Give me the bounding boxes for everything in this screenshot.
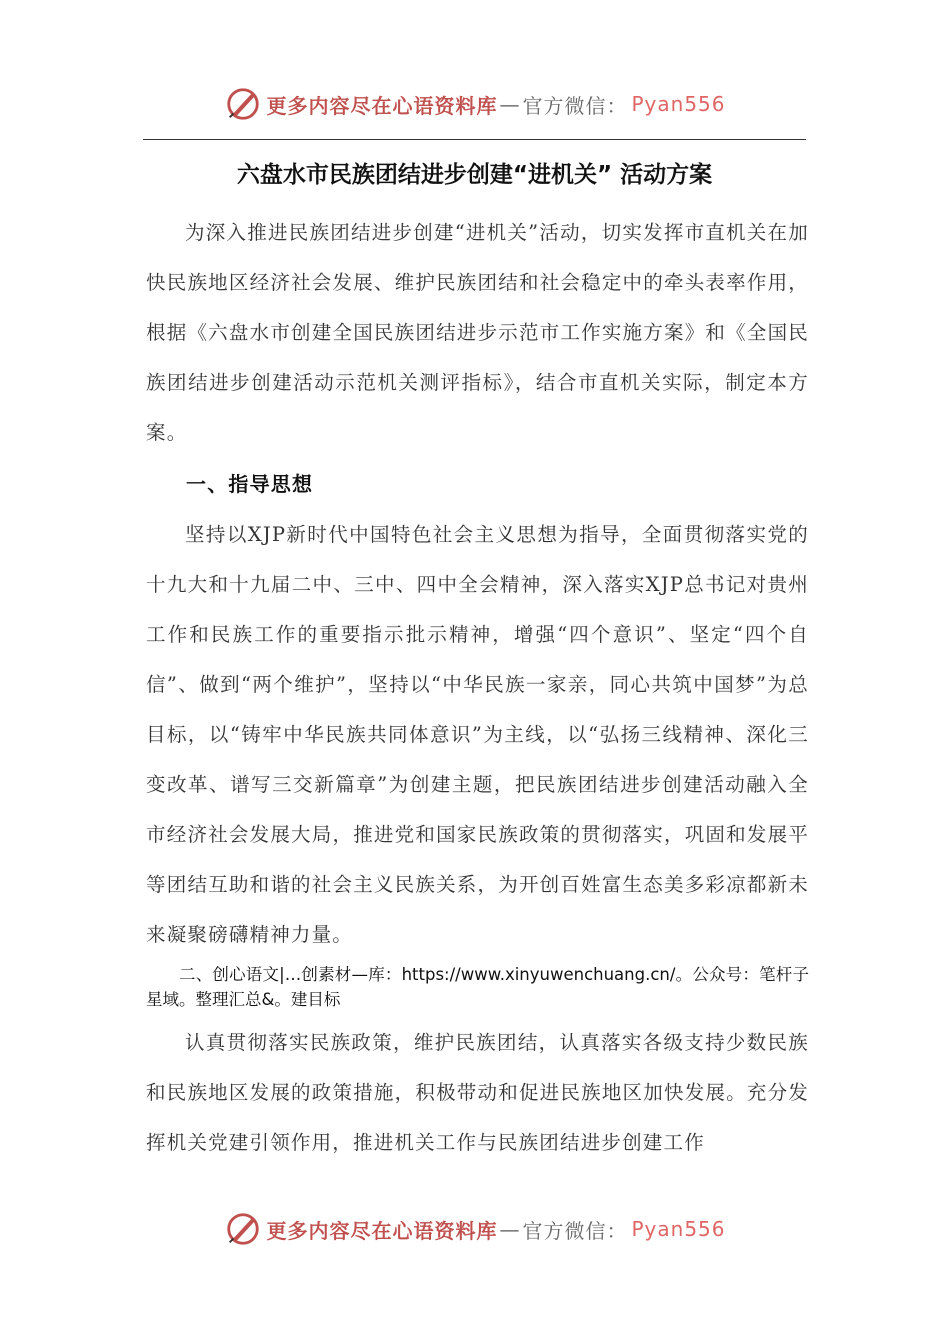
quill-logo-icon	[224, 1210, 262, 1248]
section1-heading: 一、指导思想	[186, 472, 314, 496]
section2-paragraph: 认真贯彻落实民族政策，维护民族团结，认真落实各级支持少数民族和民族地区发展的政策措施，积极带动和促进民族地区加快发展。充分发挥机关党建引领作用，推进机关工作与民族团结进步创建工作	[146, 1031, 809, 1154]
document-title: 六盘水市民族团结进步创建“进机关” 活动方案	[236, 162, 713, 188]
banner-wechat-id: Pyan556	[631, 92, 726, 116]
quill-logo-icon	[224, 85, 262, 123]
banner-brand: 更多内容尽在心语资料库	[266, 93, 498, 118]
banner-dash: —	[499, 92, 521, 116]
header-banner	[0, 82, 950, 126]
document-body	[146, 208, 809, 1168]
intro-paragraph: 为深入推进民族团结进步创建“进机关”活动，切实发挥市直机关在加快民族地区经济社会发展、维护民族团结和社会稳定中的牵头表率作用，根据《六盘水市创建全国民族团结进步示范市工作实施方案》和《全国民族团结进步创建活动示范机关测评指标》，结合市直机关实际，制定本方案。	[146, 221, 809, 444]
banner-dash: —	[499, 1217, 521, 1241]
section1-paragraph: 坚持以XJP新时代中国特色社会主义思想为指导，全面贯彻落实党的十九大和十九届二中、三中、四中全会精神，深入落实XJP总书记对贵州工作和民族工作的重要指示批示精神，增强“四个意识”、坚定“四个自信”、做到“两个维护”，坚持以“中华民族一家亲，同心共筑中国梦”为总目标，以“铸牢中华民族共同体意识”为主线，以“弘扬三线精神、深化三变改革、谱写三交新篇章”为创建主题，把民族团结进步创建活动融入全市经济社会发展大局，推进党和国家民族政策的贯彻落实，巩固和发展平等团结互助和谐的社会主义民族关系，为开创百姓富生态美多彩凉都新未来凝聚磅礴精神力量。	[146, 523, 809, 946]
banner-label: 官方微信：	[522, 1218, 628, 1243]
footer-banner	[0, 1207, 950, 1251]
banner-brand: 更多内容尽在心语资料库	[266, 1218, 498, 1243]
banner-wechat-id: Pyan556	[631, 1217, 726, 1241]
section2-heading-note: 二、创心语文|…创素材—库：https://www.xinyuwenchuang.cn/。公众号：笔杆子星域。整理汇总&。建目标	[146, 965, 809, 1009]
banner-label: 官方微信：	[522, 93, 628, 118]
header-rule	[143, 139, 806, 140]
